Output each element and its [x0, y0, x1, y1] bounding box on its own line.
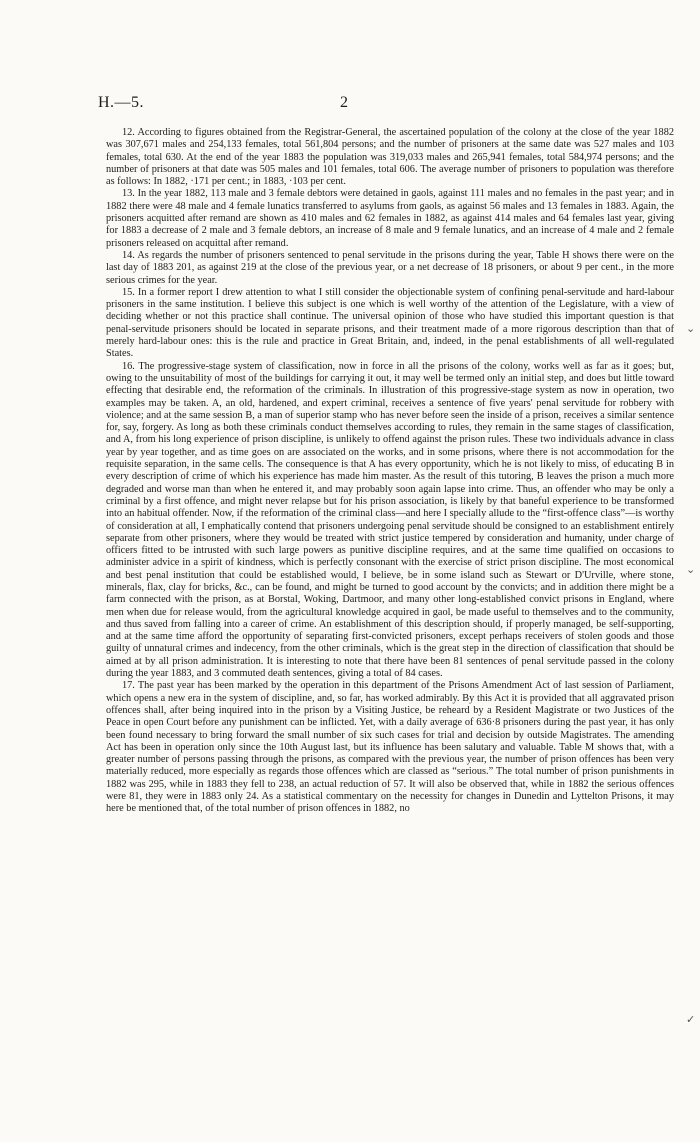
document-body	[106, 127, 674, 816]
paragraph-14: 14. As regards the number of prisoners sentenced to penal servitude in the prisons during the year, Table H shows there were on the last day of 1883 201, as against 219 at the close of the previous year, or a net decrease of 18 prisoners, or about 9 per cent., in the more serious crimes for the year.	[106, 249, 674, 286]
margin-tick-mark: ⌄	[686, 563, 696, 576]
paragraph-16: 16. The progressive-stage system of classification, now in force in all the prisons of the colony, works well as far as it goes; but, owing to the unsuitability of most of the buildings for carrying it out, it may well be termed only an initial step, and does but little toward effecting that desirable end, the reformation of the criminals. In illustration of this progressive-stage system as now in operation, two examples may be taken. A, an old, hardened, and expert criminal, receives a sentence of five years' penal servitude for robbery with violence; and at the same session B, a man of superior stamp who has never before seen the inside of a prison, receives a similar sentence for, say, forgery. As long as both these criminals conduct themselves according to rules, they remain in the same stages of classification, and A, from his long experience of prison discipline, is unlikely to offend against the prison rules. These two individuals advance in class year by year together, and as time goes on are associated on the works, and in some prisons, where there is not accommodation for the requisite separation, in the same cells. The consequence is that A has every opportunity, which he is not likely to miss, of educating B in every description of crime of which his experience has made him master. As the result of this tutoring, B leaves the prison a much more degraded and worse man than when he entered it, and may probably soon again lapse into crime. Thus, an offender who may be only a criminal by a first offence, and might never relapse but for his prison association, is likely by that baneful experience to be transformed into an habitual offender. Now, if the reformation of the criminal class—and here I specially allude to the “first-offence class”—is worthy of consideration at all, I emphatically contend that prisoners undergoing penal servitude should be consigned to an establishment entirely separate from other prisoners, where they would be treated with strict justice tempered by consideration and humanity, under charge of officers fitted to be intrusted with such large powers as punitive discipline requires, and at the same time qualified on occasions to administer advice in a spirit of kindness, which is perfectly consonant with the exercise of strict prison discipline. The most economical and best penal institution that could be established would, I believe, be in some island such as Stewart or D'Urville, where stone, minerals, flax, clay for bricks, &c., can be found, and might be turned to good account by the convicts; and in addition there might be a farm connected with the prison, as at Borstal, Woking, Dartmoor, and many other long-established convict prisons in England, where men when due for release would, from the agricultural knowledge acquired in gaol, be made useful to themselves and to the community, and thus saved from falling into a career of crime. An establishment of this description should, if properly managed, be self-supporting, and at the same time afford the opportunity of separating first-convicted prisoners, except perhaps receivers of stolen goods and those guilty of unnatural crimes and indecency, from the other criminals, which is the great step in the direction of classification that should be aimed at by all prison administration. It is interesting to note that there have been 81 sentences of penal servitude passed in the colony during the year 1883, and 3 commuted death sentences, giving a total of 84 cases.	[106, 360, 674, 680]
page-header	[98, 94, 590, 116]
page-number: 2	[340, 94, 348, 111]
paragraph-17: 17. The past year has been marked by the operation in this department of the Prisons Amendment Act of last session of Parliament, which opens a new era in the system of discipline, and, so far, has worked admirably. By this Act it is provided that all aggravated prison offences shall, after being inquired into in the prison by a Visiting Justice, be reheard by a Resident Magistrate or two Justices of the Peace in open Court before any punishment can be inflicted. Yet, with a daily average of 636·8 prisoners during the past year, it has only been found necessary to bring forward the small number of six such cases for trial and decision by outside Magistrates. The amending Act has been in operation only since the 10th August last, but its influence has been salutary and valuable. Table M shows that, with a greater number of persons passing through the prisons, as compared with the previous year, the number of prison offences has been very materially reduced, more especially as regards those offences which are classed as “serious.” The total number of prison punishments in 1882 was 295, while in 1883 they fell to 238, an actual reduction of 57. It will also be observed that, while in 1882 the serious offences were 81, they were in 1883 only 24. As a statistical commentary on the necessity for changes in Dunedin and Lyttelton Prisons, it may here be mentioned that, of the total number of prison offences in 1882, no	[106, 680, 674, 815]
margin-tick-mark: ✓	[686, 1013, 696, 1026]
paragraph-12: 12. According to figures obtained from the Registrar-General, the ascertained population of the colony at the close of the year 1882 was 307,671 males and 254,133 females, total 561,804 persons; and the number of prisoners at the same date was 527 males and 103 females, total 630. At the end of the year 1883 the population was 319,033 males and 265,941 females, total 584,974 persons; and the number of prisoners at that date was 505 males and 101 females, total 606. The average number of prisoners to population was therefore as follows: In 1882, ·171 per cent.; in 1883, ·103 per cent.	[106, 127, 674, 188]
document-reference: H.—5.	[98, 94, 145, 111]
margin-tick-mark: ⌄	[686, 322, 696, 335]
paragraph-15: 15. In a former report I drew attention to what I still consider the objectionable system of confining penal-servitude and hard-labour prisoners in the same institution. I believe this subject is one which is well worthy of the attention of the Legislature, with a view of deciding whether or not this practice shall continue. The universal opinion of those who have studied this important question is that penal-servitude prisoners should be located in separate prisons, and their treatment made of a more rigorous description than that of merely hard-labour ones: this is the rule and practice in Great Britain, and, indeed, in the penal establishments of all well-regulated States.	[106, 286, 674, 360]
paragraph-13: 13. In the year 1882, 113 male and 3 female debtors were detained in gaols, against 111 males and no females in the past year; and in 1882 there were 48 male and 4 female lunatics transferred to asylums from gaols, as against 56 males and 13 females in 1883. Again, the prisoners acquitted after remand are shown as 410 males and 62 females in 1882, as against 414 males and 64 females last year, giving for 1883 a decrease of 2 male and 3 female debtors, an increase of 8 male and 9 female lunatics, and an increase of 4 male and 2 female prisoners released on acquittal after remand.	[106, 188, 674, 249]
